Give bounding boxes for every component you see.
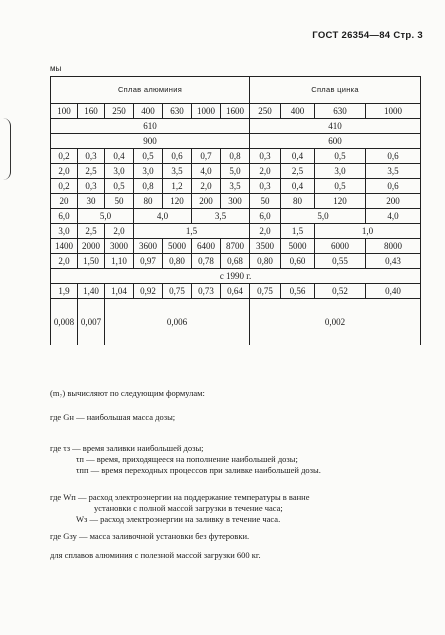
fragment-label: мы — [50, 64, 62, 73]
cell: 250 — [105, 104, 134, 119]
cell: 1,40 — [78, 284, 105, 299]
cell: 0,3 — [78, 179, 105, 194]
cell: 5,0 — [221, 164, 250, 179]
cell: 0,4 — [281, 179, 315, 194]
header-aluminium: Сплав алюминия — [51, 77, 250, 104]
cell: 3,0 — [134, 164, 163, 179]
table-row — [51, 119, 421, 134]
cell: 1,5 — [134, 224, 250, 239]
table-row — [51, 224, 421, 239]
cell: 50 — [250, 194, 281, 209]
text-line: где Wп — расход электроэнергии на поддержание температуры в ванне — [50, 492, 310, 502]
cell: 1600 — [221, 104, 250, 119]
cell: 3,0 — [315, 164, 366, 179]
text-line: для сплавов алюминия с полезной массой загрузки 600 кг. — [50, 550, 261, 560]
cell: 5,0 — [281, 209, 366, 224]
cell: 160 — [78, 104, 105, 119]
cell: 2,0 — [192, 179, 221, 194]
cell: 0,56 — [281, 284, 315, 299]
cell: 200 — [192, 194, 221, 209]
cell: 2,0 — [105, 224, 134, 239]
cell: 3500 — [250, 239, 281, 254]
header-zinc: Сплав цинка — [250, 77, 421, 104]
cell: 400 — [281, 104, 315, 119]
cell: 0,43 — [366, 254, 421, 269]
cell: 0,6 — [366, 149, 421, 164]
cell: 400 — [134, 104, 163, 119]
table-row — [51, 104, 421, 119]
cell: 0,3 — [250, 149, 281, 164]
cell: 1000 — [366, 104, 421, 119]
text-line: установки с полной массой загрузки в течение часа; — [94, 503, 283, 513]
text-energy — [50, 492, 420, 525]
margin-brace — [2, 118, 11, 180]
cell: 2,0 — [250, 224, 281, 239]
text-line: где Gзу — масса заливочной установки без футеровки. — [50, 531, 250, 541]
cell: 0,4 — [105, 149, 134, 164]
cell: 1,10 — [105, 254, 134, 269]
cell: 0,55 — [315, 254, 366, 269]
cell: 6400 — [192, 239, 221, 254]
cell: 1,50 — [78, 254, 105, 269]
cell: 6000 — [315, 239, 366, 254]
cell: 0,40 — [366, 284, 421, 299]
text-line: где τз — время заливки наибольшей дозы; — [50, 443, 204, 453]
cell: 0,5 — [315, 149, 366, 164]
cell: 0,3 — [78, 149, 105, 164]
text-line: τпп — время переходных процессов при заливке наибольшей дозы. — [76, 465, 321, 475]
text-gn — [50, 412, 420, 423]
cell: 0,73 — [192, 284, 221, 299]
cell: 2000 — [78, 239, 105, 254]
cell: 0,68 — [221, 254, 250, 269]
cell: 1,0 — [315, 224, 421, 239]
cell: 30 — [78, 194, 105, 209]
cell: 200 — [366, 194, 421, 209]
text-formula-intro — [50, 388, 420, 399]
text-gzu — [50, 531, 420, 542]
cell: 900 — [51, 134, 250, 149]
cell: 0,92 — [134, 284, 163, 299]
cell: 0,5 — [315, 179, 366, 194]
cell: 4,0 — [134, 209, 192, 224]
cell: 6,0 — [51, 209, 78, 224]
cell: 3000 — [105, 239, 134, 254]
cell: 8000 — [366, 239, 421, 254]
cell: 80 — [281, 194, 315, 209]
cell: 630 — [163, 104, 192, 119]
cell: 610 — [51, 119, 250, 134]
cell: 0,7 — [192, 149, 221, 164]
cell: 3600 — [134, 239, 163, 254]
table-row — [51, 194, 421, 209]
cell: 2,0 — [51, 164, 78, 179]
cell: 4,0 — [366, 209, 421, 224]
cell: 0,6 — [366, 179, 421, 194]
cell: 0,8 — [134, 179, 163, 194]
cell: 1,5 — [281, 224, 315, 239]
cell: 0,64 — [221, 284, 250, 299]
cell: 0,8 — [221, 149, 250, 164]
cell: 410 — [250, 119, 421, 134]
text-line: (m₇) вычисляют по следующим формулам: — [50, 388, 205, 398]
cell: 0,2 — [51, 179, 78, 194]
cell: 5,0 — [78, 209, 134, 224]
text-line: где Gн — наибольшая масса дозы; — [50, 412, 176, 422]
cell: 2,5 — [281, 164, 315, 179]
table-row — [51, 239, 421, 254]
table-row — [51, 209, 421, 224]
cell: 20 — [51, 194, 78, 209]
text-aluminium-note — [50, 550, 420, 561]
cell: 0,002 — [250, 299, 421, 346]
cell: 0,007 — [78, 299, 105, 346]
cell: 0,6 — [163, 149, 192, 164]
cell: 0,5 — [105, 179, 134, 194]
cell: 2,0 — [250, 164, 281, 179]
cell: 0,75 — [163, 284, 192, 299]
cell: 2,5 — [78, 164, 105, 179]
cell: 3,5 — [192, 209, 250, 224]
cell: 630 — [315, 104, 366, 119]
cell: 4,0 — [192, 164, 221, 179]
cell: 0,2 — [51, 149, 78, 164]
cell: 250 — [250, 104, 281, 119]
table-row — [51, 254, 421, 269]
table-row — [51, 149, 421, 164]
cell: 100 — [51, 104, 78, 119]
cell: 0,80 — [250, 254, 281, 269]
text-line: τп — время, приходящееся на пополнение наибольшей дозы; — [76, 454, 298, 464]
cell: 50 — [105, 194, 134, 209]
cell: 1000 — [192, 104, 221, 119]
cell: 0,80 — [163, 254, 192, 269]
cell: 0,97 — [134, 254, 163, 269]
cell: 8700 — [221, 239, 250, 254]
cell: 0,60 — [281, 254, 315, 269]
cell: 1,04 — [105, 284, 134, 299]
cell: 3,5 — [221, 179, 250, 194]
page-header: ГОСТ 26354—84 Стр. 3 — [312, 30, 423, 41]
cell: 3,0 — [51, 224, 78, 239]
table-row — [51, 299, 421, 346]
cell: 0,008 — [51, 299, 78, 346]
cell: 0,5 — [134, 149, 163, 164]
cell: 2,5 — [78, 224, 105, 239]
cell: 0,75 — [250, 284, 281, 299]
cell-since: с 1990 г. — [51, 269, 421, 284]
text-times — [50, 443, 420, 476]
cell: 120 — [315, 194, 366, 209]
table-row — [51, 284, 421, 299]
cell: 0,006 — [105, 299, 250, 346]
cell: 0,52 — [315, 284, 366, 299]
cell: 3,5 — [366, 164, 421, 179]
cell: 2,0 — [51, 254, 78, 269]
cell: 300 — [221, 194, 250, 209]
cell: 0,3 — [250, 179, 281, 194]
cell: 5000 — [163, 239, 192, 254]
cell: 0,4 — [281, 149, 315, 164]
cell: 120 — [163, 194, 192, 209]
table-row — [51, 179, 421, 194]
cell: 600 — [250, 134, 421, 149]
table-row — [51, 134, 421, 149]
cell: 1400 — [51, 239, 78, 254]
cell: 80 — [134, 194, 163, 209]
cell: 3,5 — [163, 164, 192, 179]
cell: 1,9 — [51, 284, 78, 299]
cell: 5000 — [281, 239, 315, 254]
table-row — [51, 164, 421, 179]
cell: 0,78 — [192, 254, 221, 269]
cell: 1,2 — [163, 179, 192, 194]
cell: 3,0 — [105, 164, 134, 179]
text-line: Wз — расход электроэнергии на заливку в течение часа. — [76, 514, 281, 524]
cell: 6,0 — [250, 209, 281, 224]
table-row — [51, 269, 421, 284]
data-table — [50, 76, 421, 345]
